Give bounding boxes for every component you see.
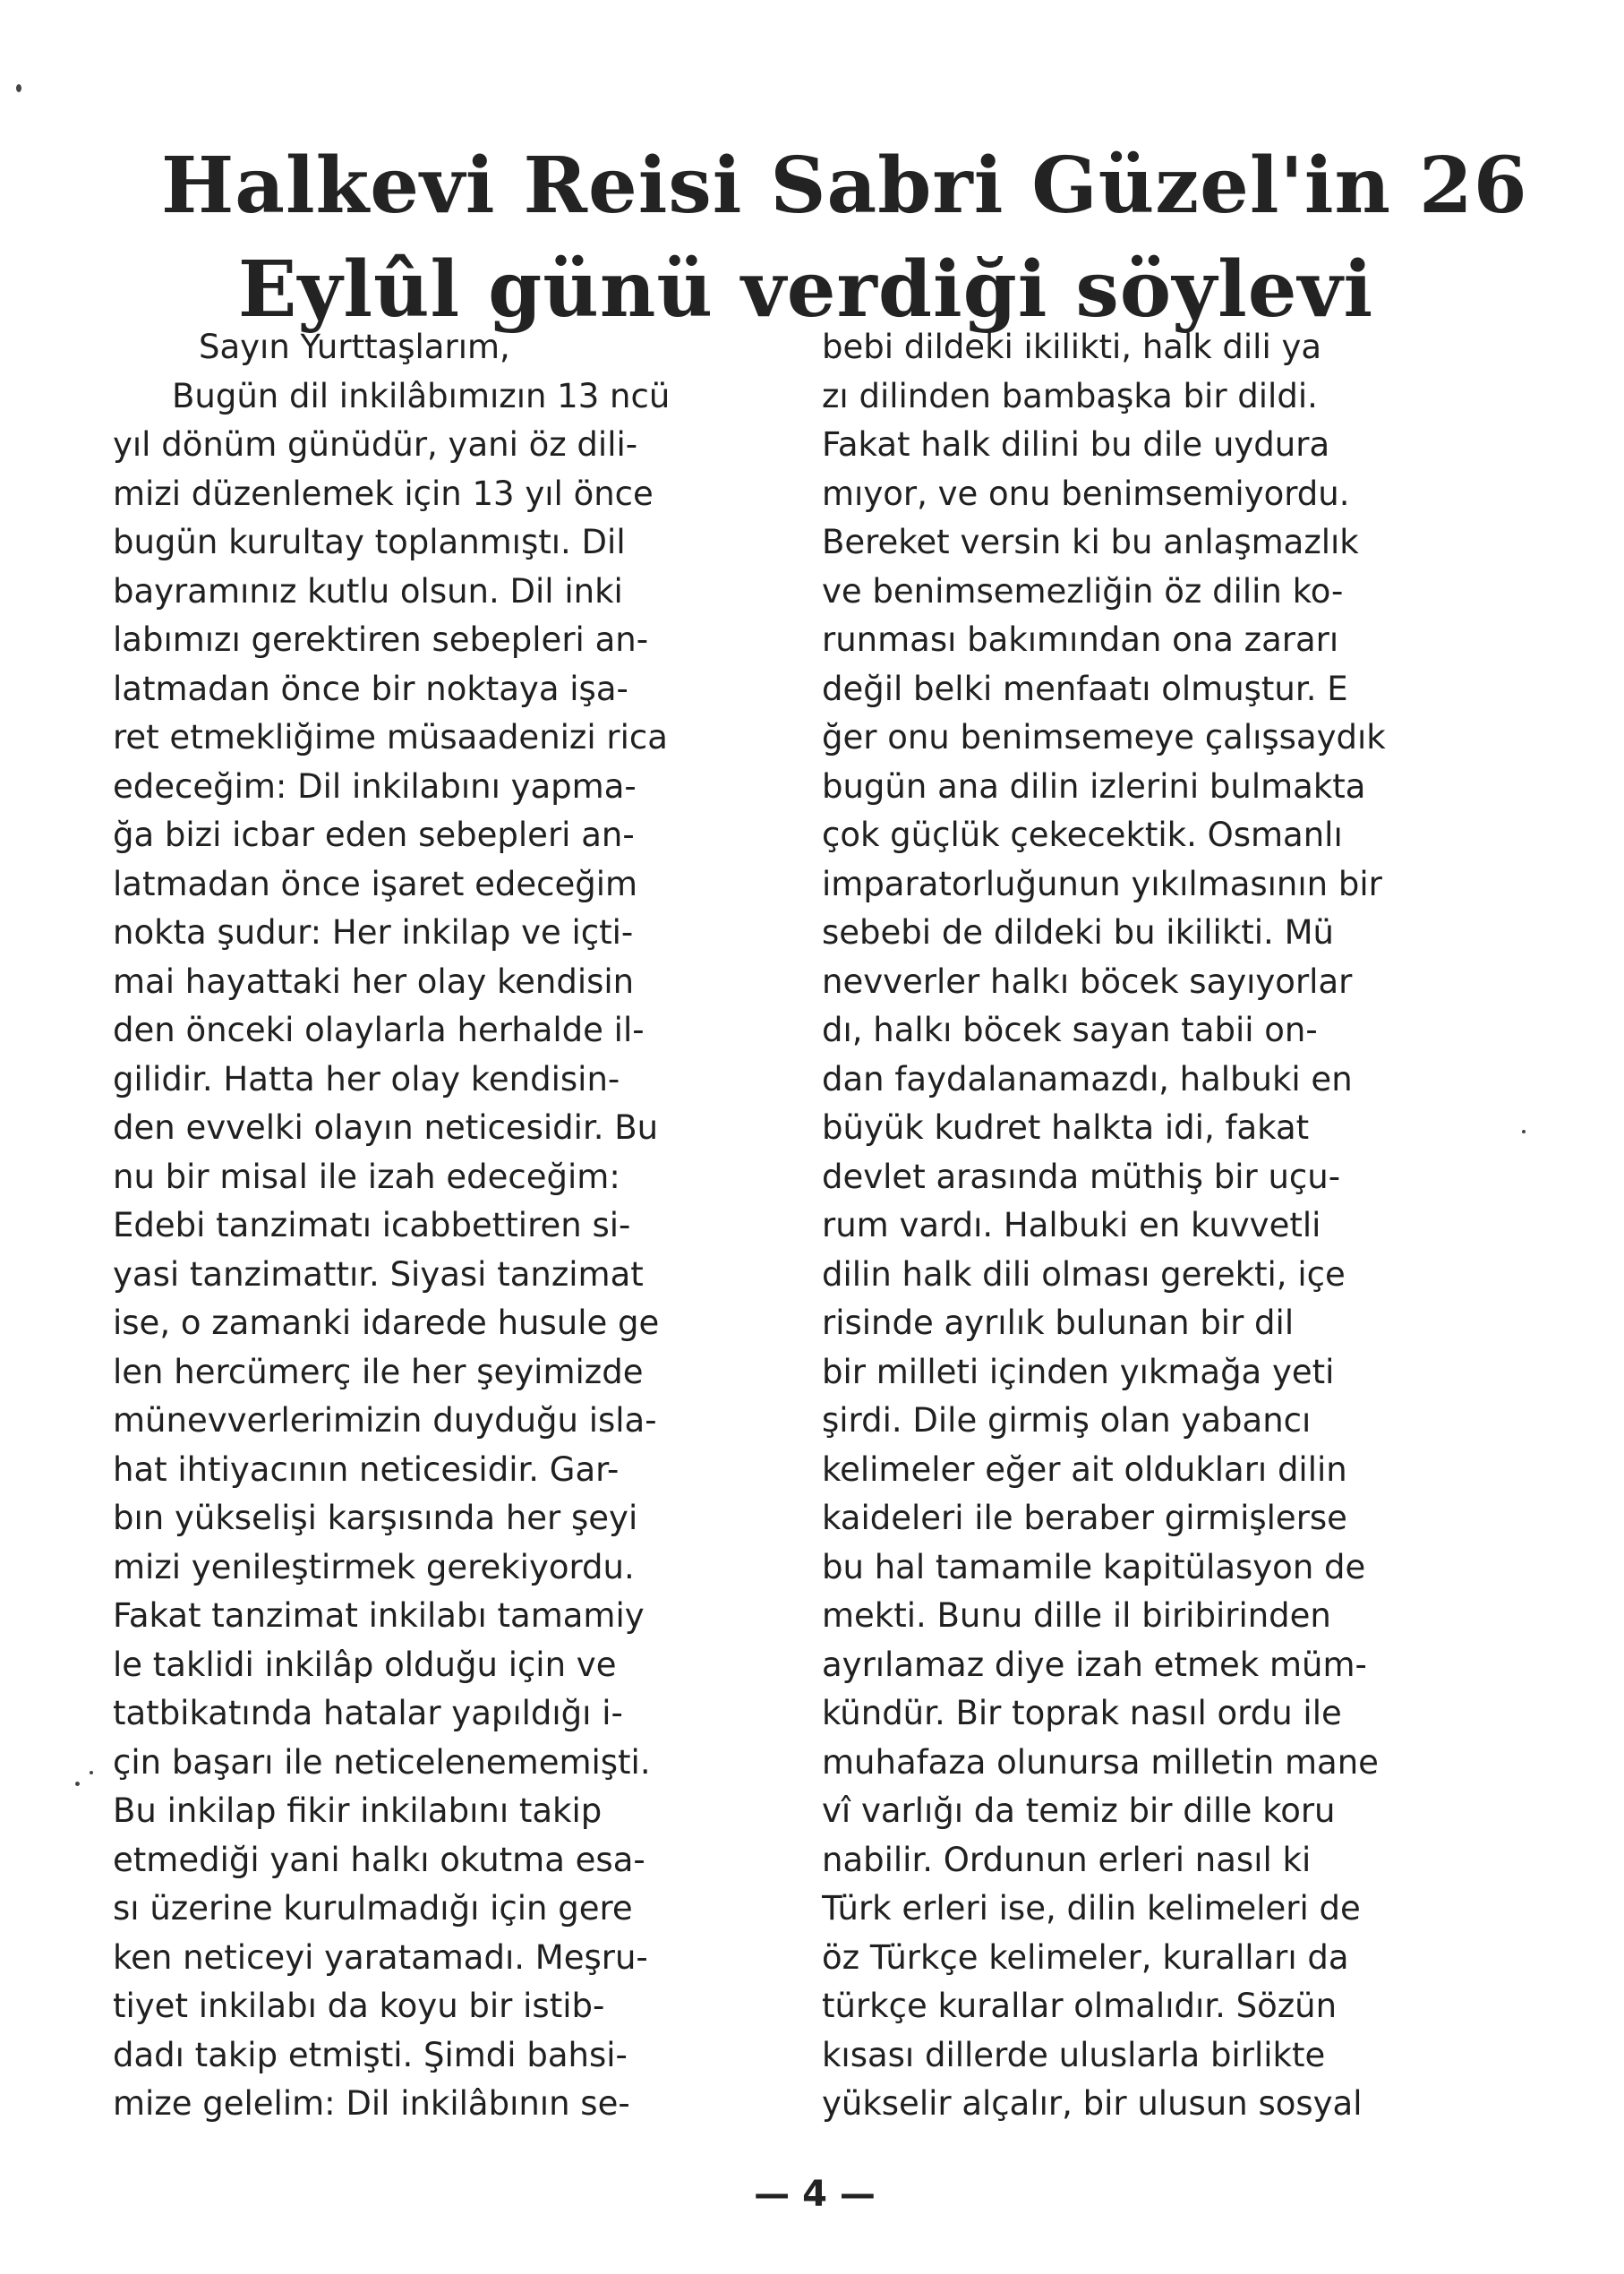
text-line: yasi tanzimattır. Siyasi tanzimat bbox=[113, 1254, 644, 1294]
text-line: çin başarı ile neticelenememişti. bbox=[113, 1742, 651, 1782]
scan-speck bbox=[75, 1782, 80, 1786]
text-line: Bu inkilap fikir inkilabını takip bbox=[113, 1791, 603, 1830]
text-line: vî varlığı da temiz bir dille koru bbox=[822, 1791, 1336, 1830]
text-line: Bugün dil inkilâbımızın 13 ncü bbox=[172, 376, 671, 415]
text-line: den evvelki olayın neticesidir. Bu bbox=[113, 1108, 659, 1147]
text-line: ğer onu benimsemeye çalışsaydık bbox=[822, 718, 1386, 757]
scan-speck bbox=[90, 1771, 93, 1774]
text-line: kısası dillerde uluslarla birlikte bbox=[822, 2035, 1326, 2074]
right-text-column bbox=[822, 324, 1459, 2159]
text-line: dilin halk dili olması gerekti, içe bbox=[822, 1254, 1346, 1294]
text-line: mıyor, ve onu benimsemiyordu. bbox=[822, 474, 1350, 513]
text-line: bugün ana dilin izlerini bulmakta bbox=[822, 766, 1366, 806]
text-line: kaideleri ile beraber girmişlerse bbox=[822, 1499, 1347, 1537]
text-line: dan faydalanamazdı, halbuki en bbox=[822, 1059, 1353, 1099]
text-line: çok güçlük çekecektik. Osmanlı bbox=[822, 816, 1343, 854]
text-line: nabilir. Ordunun erleri nasıl ki bbox=[822, 1840, 1312, 1879]
text-line: Fakat halk dilini bu dile uydura bbox=[822, 425, 1330, 464]
text-line: Türk erleri ise, dilin kelimeleri de bbox=[822, 1889, 1361, 1928]
text-line: büyük kudret halkta idi, fakat bbox=[822, 1108, 1310, 1147]
headline bbox=[161, 134, 1528, 342]
text-line: nokta şudur: Her inkilap ve içti- bbox=[113, 913, 634, 952]
text-line: tiyet inkilabı da koyu bir istib- bbox=[113, 1987, 605, 2025]
text-line: bebi dildeki ikilikti, halk dili ya bbox=[822, 328, 1322, 366]
headline-line-1: Halkevi Reisi Sabri Güzel'in 26 bbox=[161, 141, 1528, 231]
text-line: mekti. Bunu dille il biribirinden bbox=[822, 1596, 1331, 1635]
text-line: bayramınız kutlu olsun. Dil inki bbox=[113, 571, 623, 611]
text-line: bu hal tamamile kapitülasyon de bbox=[822, 1547, 1366, 1586]
text-line: şirdi. Dile girmiş olan yabancı bbox=[822, 1401, 1312, 1440]
text-line: len hercümerç ile her şeyimizde bbox=[113, 1352, 644, 1391]
scan-speck bbox=[1522, 1130, 1526, 1133]
text-line: sebebi de dildeki bu ikilikti. Mü bbox=[822, 913, 1334, 952]
text-line: den önceki olaylarla herhalde il- bbox=[113, 1011, 645, 1049]
text-line: yükselir alçalır, bir ulusun sosyal bbox=[822, 2084, 1363, 2123]
text-line: ken neticeyi yaratamadı. Meşru- bbox=[113, 1937, 648, 1977]
page-number: — 4 — bbox=[754, 2174, 876, 2215]
text-line: runması bakımından ona zararı bbox=[822, 620, 1339, 659]
headline-line-2: Eylûl günü verdiği söylevi bbox=[237, 244, 1374, 335]
text-line: yıl dönüm günüdür, yani öz dili- bbox=[113, 425, 638, 464]
text-line: ğa bizi icbar eden sebepleri an- bbox=[113, 816, 635, 854]
text-line: bugün kurultay toplanmıştı. Dil bbox=[113, 523, 626, 561]
text-line: mizi yenileştirmek gerekiyordu. bbox=[113, 1547, 635, 1586]
text-line: latmadan önce bir noktaya işa- bbox=[113, 669, 628, 708]
text-line: kelimeler eğer ait oldukları dilin bbox=[822, 1449, 1347, 1489]
text-line: değil belki menfaatı olmuştur. E bbox=[822, 669, 1348, 708]
text-line: imparatorluğunun yıkılmasının bir bbox=[822, 864, 1382, 903]
text-line: muhafaza olunursa milletin mane bbox=[822, 1742, 1379, 1782]
text-line: risinde ayrılık bulunan bir dil bbox=[822, 1304, 1295, 1342]
text-line: ise, o zamanki idarede husule ge bbox=[113, 1304, 660, 1342]
text-line: etmediği yani halkı okutma esa- bbox=[113, 1840, 645, 1879]
text-line: öz Türkçe kelimeler, kuralları da bbox=[822, 1937, 1349, 1977]
text-line: dı, halkı böcek sayan tabii on- bbox=[822, 1011, 1318, 1049]
left-text-column bbox=[113, 324, 739, 2159]
text-line: le taklidi inkilâp olduğu için ve bbox=[113, 1645, 617, 1684]
text-line: labımızı gerektiren sebepleri an- bbox=[113, 620, 649, 659]
text-line: hat ihtiyacının neticesidir. Gar- bbox=[113, 1449, 620, 1489]
text-line: Sayın Yurttaşlarım, bbox=[199, 328, 510, 366]
text-line: mize gelelim: Dil inkilâbının se- bbox=[113, 2084, 630, 2123]
text-line: ve benimsemezliğin öz dilin ko- bbox=[822, 571, 1344, 611]
text-line: gilidir. Hatta her olay kendisin- bbox=[113, 1059, 620, 1099]
text-line: nevverler halkı böcek sayıyorlar bbox=[822, 962, 1353, 1001]
text-line: nu bir misal ile izah edeceğim: bbox=[113, 1157, 620, 1196]
text-line: edeceğim: Dil inkilabını yapma- bbox=[113, 766, 637, 806]
text-line: bir milleti içinden yıkmağa yeti bbox=[822, 1352, 1335, 1391]
text-line: Edebi tanzimatı icabbettiren si- bbox=[113, 1206, 631, 1244]
text-line: Fakat tanzimat inkilabı tamamiy bbox=[113, 1596, 645, 1635]
text-line: kündür. Bir toprak nasıl ordu ile bbox=[822, 1694, 1342, 1732]
text-line: mizi düzenlemek için 13 yıl önce bbox=[113, 474, 654, 513]
text-line: Bereket versin ki bu anlaşmazlık bbox=[822, 523, 1359, 561]
scan-speck bbox=[16, 84, 21, 92]
text-line: tatbikatında hatalar yapıldığı i- bbox=[113, 1694, 623, 1732]
text-line: ayrılamaz diye izah etmek müm- bbox=[822, 1645, 1367, 1684]
text-line: mai hayattaki her olay kendisin bbox=[113, 962, 635, 1001]
text-line: dadı takip etmişti. Şimdi bahsi- bbox=[113, 2035, 628, 2074]
text-line: ret etmekliğime müsaadenizi rica bbox=[113, 718, 668, 757]
text-line: zı dilinden bambaşka bir dildi. bbox=[822, 376, 1318, 415]
text-line: rum vardı. Halbuki en kuvvetli bbox=[822, 1206, 1321, 1244]
text-line: devlet arasında müthiş bir uçu- bbox=[822, 1157, 1341, 1196]
text-line: münevverlerimizin duyduğu isla- bbox=[113, 1401, 657, 1440]
text-line: sı üzerine kurulmadığı için gere bbox=[113, 1889, 633, 1928]
text-line: türkçe kurallar olmalıdır. Sözün bbox=[822, 1987, 1338, 2025]
text-line: latmadan önce işaret edeceğim bbox=[113, 864, 638, 903]
text-line: bın yükselişi karşısında her şeyi bbox=[113, 1499, 638, 1537]
